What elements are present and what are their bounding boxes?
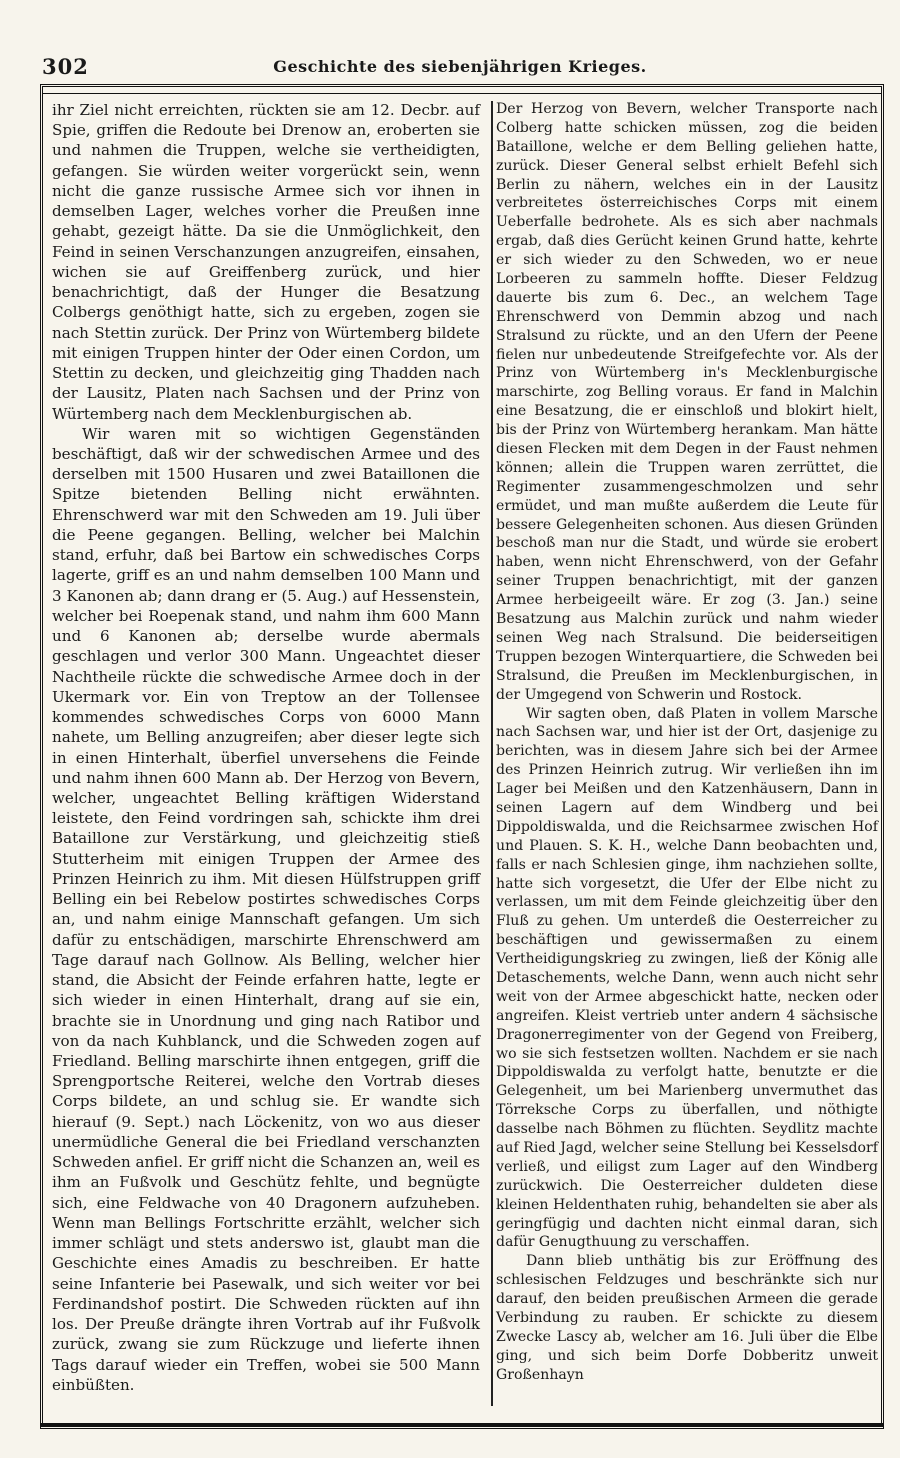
bottom-rule: [40, 1423, 884, 1427]
left-paragraph-1: ihr Ziel nicht erreichten, rückten sie am 12. Decbr. auf Spie, griffen die Redoute bei Drenow an, eroberten sie und nahmen die Truppen, welche sie vertheidigten, gefangen. Sie würden weiter vorgerückt sein, wenn nicht die ganze russische Armee sich vor ihnen in demselben Lager, welches vorher die Preußen inne gehabt, gezeigt hätte. Da sie die Unmöglichkeit, den Feind in seinen Verschanzungen anzugreifen, einsahen, wichen sie auf Greiffenberg zurück, und hier benachrichtigt, daß der Hunger die Besatzung Colbergs genöthigt hatte, sich zu ergeben, zogen sie nach Stettin zurück. Der Prinz von Würtemberg bildete mit einigen Truppen hinter der Oder einen Cordon, um Stettin zu decken, und gleichzeitig ging Thadden nach der Lausitz, Platen nach Sachsen und der Prinz von Würtemberg nach dem Mecklenburgischen ab.: [52, 101, 480, 423]
right-paragraph-2: Wir sagten oben, daß Platen in vollem Marsche nach Sachsen war, und hier ist der Ort, dasjenige zu berichten, was in diesem Jahre sich bei der Armee des Prinzen Heinrich zutrug. Wir verließen ihn im Lager bei Meißen und den Katzenhäusern, Dann in seinen Lagern auf dem Windberg und bei Dippoldiswalda, und die Reichsarmee zwischen Hof und Plauen. S. K. H., welche Dann beobachten und, falls er nach Schlesien ginge, ihm nachziehen sollte, hatte sich vorgesetzt, die Ufer der Elbe nicht zu verlassen, um mit dem Feinde gleichzeitig über den Fluß zu gehen. Um unterdeß die Oesterreicher zu beschäftigen und gewissermaßen zu einem Vertheidigungskrieg zu zwingen, ließ der König alle Detaschements, welche Dann, wenn auch nicht sehr weit von der Armee abgeschickt hatte, necken oder angreifen. Kleist vertrieb unter andern 4 sächsische Dragonerregimenter von der Gegend von Freiberg, wo sie sich festsetzen wollten. Nachdem er sie nach Dippoldiswalda zu verfolgt hatte, benutzte er die Gelegenheit, um bei Marienberg unvermuthet das Törreksche Corps zu überfallen, und nöthigte dasselbe nach Böhmen zu flüchten. Seydlitz machte auf Ried Jagd, welcher seine Stellung bei Kesselsdorf verließ, und eiligst zum Lager auf den Windberg zurückwich. Die Oesterreicher duldeten diese kleinen Heldenthaten ruhig, behandelten sie aber als geringfügig und dachten nicht einmal daran, sich dafür Genugthuung zu verschaffen.: [496, 705, 878, 1251]
right-paragraph-3: Dann blieb unthätig bis zur Eröffnung des schlesischen Feldzuges und beschränkte sich nur darauf, den beiden preußischen Armeen die gerade Verbindung zu rauben. Er schickte zu diesem Zwecke Lascy ab, welcher am 16. Juli über die Elbe ging, und sich beim Dorfe Dobberitz unweit Großenhayn: [496, 1253, 878, 1383]
frame-top-rule: [43, 93, 881, 94]
column-divider: [491, 101, 493, 1406]
right-paragraph-1: Der Herzog von Bevern, welcher Transporte nach Colberg hatte schicken müssen, zog die beiden Bataillone, welche er dem Belling geliehen hatte, zurück. Dieser General selbst erhielt Befehl sich Berlin zu nähern, welches ein in der Lausitz verbreitetes österreichisches Corps mit einem Ueberfalle bedrohete. Als es sich aber nachmals ergab, daß dies Gerücht keinen Grund hatte, kehrte er sich wieder zu den Schweden, wo er neue Lorbeeren zu sammeln hoffte. Dieser Feldzug dauerte bis zum 6. Dec., an welchem Tage Ehrenschwerd von Demmin abzog und nach Stralsund zu rückte, und an den Ufern der Peene fielen nur unbedeutende Streifgefechte vor. Als der Prinz von Würtemberg in's Mecklenburgische marschirte, zog Belling voraus. Er fand in Malchin eine Besatzung, die er einschloß und blokirt hielt, bis der Prinz von Würtemberg herankam. Man hätte diesen Flecken mit dem Degen in der Faust nehmen können; allein die Truppen waren zerrüttet, die Regimenter zusammengeschmolzen und sehr ermüdet, und man mußte außerdem die Leute für bessere Gelegenheiten schonen. Aus diesen Gründen beschoß man nur die Stadt, und würde sie erobert haben, wenn nicht Ehrenschwerd, von der Gefahr seiner Truppen benachrichtigt, mit der ganzen Armee herbeigeeilt wäre. Er zog (3. Jan.) seine Besatzung aus Malchin zurück und nahm wieder seinen Weg nach Stralsund. Die beiderseitigen Truppen bezogen Winterquartiere, die Schweden bei Stralsund, die Preußen im Mecklenburgischen, in der Umgegend von Schwerin und Rostock.: [496, 101, 878, 703]
page-header: [40, 54, 880, 82]
left-paragraph-2: Wir waren mit so wichtigen Gegenständen beschäftigt, daß wir der schwedischen Armee und des derselben mit 1500 Husaren und zwei Bataillonen die Spitze bietenden Belling nicht erwähnten. Ehrenschwerd war mit den Schweden am 19. Juli über die Peene gegangen. Belling, welcher bei Malchin stand, erfuhr, daß bei Bartow ein schwedisches Corps lagerte, griff es an und nahm demselben 100 Mann und 3 Kanonen ab; dann drang er (5. Aug.) auf Hessenstein, welcher bei Roepenak stand, und nahm ihm 600 Mann und 6 Kanonen ab; derselbe wurde abermals geschlagen und verlor 300 Mann. Ungeachtet dieser Nachtheile rückte die schwedische Armee doch in der Ukermark vor. Ein von Treptow an der Tollensee kommendes schwedisches Corps von 6000 Mann nahete, um Belling anzugreifen; aber dieser legte sich in einen Hinterhalt, überfiel unversehens die Feinde und nahm ihnen 600 Mann ab. Der Herzog von Bevern, welcher, ungeachtet Belling kräftigen Widerstand leistete, den Feind vordringen sah, schickte ihm drei Bataillone zur Verstärkung, und gleichzeitig stieß Stutterheim mit einigen Truppen der Armee des Prinzen Heinrich zu ihm. Mit diesen Hülfstruppen griff Belling ein bei Rebelow postirtes schwedisches Corps an, und nahm einige Mannschaft gefangen. Um sich dafür zu entschädigen, marschirte Ehrenschwerd am Tage darauf nach Gollnow. Als Belling, welcher hier stand, die Absicht der Feinde erfahren hatte, legte er sich wieder in einen Hinterhalt, drang auf sie ein, brachte sie in Unordnung und ging nach Ratibor und von da nach Kuhblanck, und die Schweden zogen auf Friedland. Belling marschirte ihnen entgegen, griff die Sprengportsche Reiterei, welche den Vortrab dieses Corps bildete, an und schlug sie. Er wandte sich hierauf (9. Sept.) nach Löckenitz, von wo aus dieser unermüdliche General die bei Friedland verschanzten Schweden anfiel. Er griff nicht die Schanzen an, weil es ihm an Fußvolk und Geschütz fehlte, und begnügte sich, eine Feldwache von 40 Dragonern aufzuheben. Wenn man Bellings Fortschritte erzählt, welcher sich immer schlägt und stets anderswo ist, glaubt man die Geschichte eines Amadis zu beschreiben. Er hatte seine Infanterie bei Pasewalk, und sich weiter vor bei Ferdinandshof postirt. Die Schweden rückten auf ihn los. Der Preuße drängte ihren Vortrab auf ihr Fußvolk zurück, zwang sie zum Rückzuge und lieferte ihnen Tags darauf wieder ein Treffen, wobei sie 500 Mann einbüßten.: [52, 424, 480, 1394]
right-column: [496, 100, 878, 1385]
page-number: 302: [42, 54, 89, 79]
running-title: Geschichte des siebenjährigen Krieges.: [273, 57, 647, 76]
left-column: [52, 100, 480, 1395]
